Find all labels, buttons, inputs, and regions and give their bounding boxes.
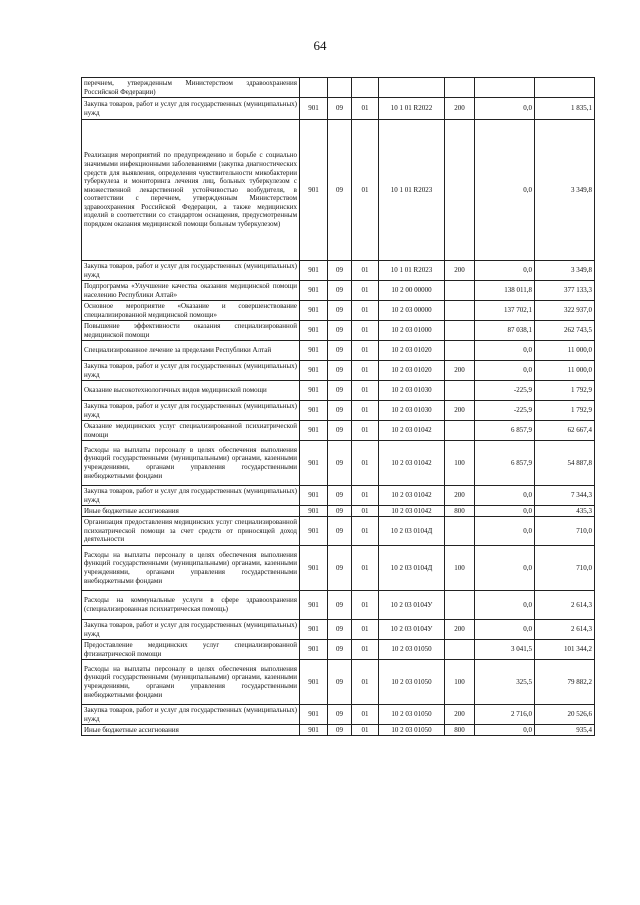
cell-section-code (328, 78, 352, 98)
cell-subsection-code: 01 (352, 98, 379, 120)
cell-target-article: 10 2 03 01042 (379, 506, 445, 517)
cell-subsection-code: 01 (352, 546, 379, 591)
table-row (82, 705, 595, 725)
cell-ministry-code: 901 (300, 261, 328, 281)
cell-expense-type: 800 (445, 725, 475, 736)
table-row (82, 517, 595, 546)
cell-amount-total: 935,4 (535, 725, 595, 736)
cell-amount-change: -225,9 (475, 381, 535, 401)
cell-subsection-code: 01 (352, 517, 379, 546)
cell-amount-change: 6 857,9 (475, 421, 535, 441)
cell-section-code: 09 (328, 98, 352, 120)
cell-amount-total: 710,0 (535, 517, 595, 546)
table-row (82, 620, 595, 640)
row-description: Расходы на выплаты персоналу в целях обеспечения выполнения функций государственными (муниципальными) органами, казенными учреждениями, органами управления государственными внебюджетными фондами (82, 546, 300, 591)
cell-target-article: 10 2 03 01050 (379, 660, 445, 705)
row-description: Предоставление медицинских услуг специализированной фтизиатрической помощи (82, 640, 300, 660)
cell-subsection-code: 01 (352, 705, 379, 725)
cell-subsection-code: 01 (352, 441, 379, 486)
table-row (82, 725, 595, 736)
cell-subsection-code: 01 (352, 401, 379, 421)
cell-amount-change: -225,9 (475, 401, 535, 421)
cell-section-code: 09 (328, 421, 352, 441)
cell-amount-change: 137 702,1 (475, 301, 535, 321)
table-row (82, 640, 595, 660)
cell-ministry-code: 901 (300, 281, 328, 301)
row-description: Специализированное лечение за пределами Республики Алтай (82, 341, 300, 361)
table-row (82, 660, 595, 705)
cell-expense-type: 200 (445, 98, 475, 120)
cell-expense-type: 100 (445, 441, 475, 486)
cell-expense-type: 200 (445, 261, 475, 281)
table-row (82, 120, 595, 261)
cell-amount-change: 2 716,0 (475, 705, 535, 725)
cell-target-article (379, 78, 445, 98)
cell-target-article: 10 1 01 R2023 (379, 261, 445, 281)
cell-target-article: 10 1 01 R2023 (379, 120, 445, 261)
cell-section-code: 09 (328, 361, 352, 381)
row-description: Оказание высокотехнологичных видов медицинской помощи (82, 381, 300, 401)
cell-expense-type: 200 (445, 361, 475, 381)
cell-amount-change: 0,0 (475, 591, 535, 620)
cell-subsection-code: 01 (352, 725, 379, 736)
cell-amount-total: 2 614,3 (535, 620, 595, 640)
cell-target-article: 10 2 03 01050 (379, 705, 445, 725)
cell-section-code: 09 (328, 401, 352, 421)
cell-expense-type (445, 281, 475, 301)
cell-expense-type (445, 381, 475, 401)
cell-amount-change: 325,5 (475, 660, 535, 705)
row-description: Оказание медицинских услуг специализированной психиатрической помощи (82, 421, 300, 441)
cell-section-code: 09 (328, 261, 352, 281)
cell-ministry-code: 901 (300, 98, 328, 120)
cell-ministry-code: 901 (300, 660, 328, 705)
table-row (82, 486, 595, 506)
cell-subsection-code: 01 (352, 261, 379, 281)
table-row (82, 591, 595, 620)
table-row (82, 301, 595, 321)
cell-amount-total: 11 000,0 (535, 341, 595, 361)
cell-amount-change: 0,0 (475, 261, 535, 281)
cell-amount-change: 0,0 (475, 517, 535, 546)
cell-section-code: 09 (328, 640, 352, 660)
cell-ministry-code: 901 (300, 506, 328, 517)
cell-section-code: 09 (328, 660, 352, 705)
cell-amount-change: 0,0 (475, 486, 535, 506)
cell-amount-total: 54 887,8 (535, 441, 595, 486)
cell-expense-type: 200 (445, 620, 475, 640)
cell-section-code: 09 (328, 591, 352, 620)
cell-section-code: 09 (328, 486, 352, 506)
cell-section-code: 09 (328, 705, 352, 725)
cell-amount-change: 3 041,5 (475, 640, 535, 660)
cell-target-article: 10 2 03 0104У (379, 591, 445, 620)
cell-target-article: 10 2 03 0104У (379, 620, 445, 640)
table-row (82, 401, 595, 421)
table-row (82, 98, 595, 120)
cell-amount-change: 0,0 (475, 341, 535, 361)
cell-ministry-code: 901 (300, 441, 328, 486)
cell-expense-type (445, 120, 475, 261)
cell-expense-type (445, 301, 475, 321)
row-description: Расходы на выплаты персоналу в целях обеспечения выполнения функций государственными (муниципальными) органами, казенными учреждениями, органами управления государственными внебюджетными фондами (82, 660, 300, 705)
table-row (82, 441, 595, 486)
cell-target-article: 10 2 03 00000 (379, 301, 445, 321)
cell-subsection-code: 01 (352, 120, 379, 261)
cell-amount-total: 377 133,3 (535, 281, 595, 301)
cell-expense-type (445, 517, 475, 546)
cell-target-article: 10 1 01 R2022 (379, 98, 445, 120)
cell-expense-type: 100 (445, 660, 475, 705)
cell-ministry-code: 901 (300, 301, 328, 321)
table-row (82, 421, 595, 441)
cell-expense-type: 100 (445, 546, 475, 591)
cell-target-article: 10 2 03 01000 (379, 321, 445, 341)
page-number: 64 (313, 38, 327, 53)
table-row (82, 381, 595, 401)
cell-ministry-code: 901 (300, 341, 328, 361)
cell-target-article: 10 2 03 01030 (379, 401, 445, 421)
cell-section-code: 09 (328, 620, 352, 640)
cell-amount-change: 0,0 (475, 620, 535, 640)
cell-expense-type (445, 421, 475, 441)
cell-amount-change: 0,0 (475, 546, 535, 591)
cell-amount-total: 710,0 (535, 546, 595, 591)
row-description: Закупка товаров, работ и услуг для государственных (муниципальных) нужд (82, 401, 300, 421)
cell-amount-total: 2 614,3 (535, 591, 595, 620)
row-description: Иные бюджетные ассигнования (82, 725, 300, 736)
cell-target-article: 10 2 00 00000 (379, 281, 445, 301)
cell-subsection-code: 01 (352, 301, 379, 321)
table-row (82, 361, 595, 381)
cell-ministry-code: 901 (300, 381, 328, 401)
cell-amount-total: 435,3 (535, 506, 595, 517)
row-description: Закупка товаров, работ и услуг для государственных (муниципальных) нужд (82, 261, 300, 281)
cell-section-code: 09 (328, 546, 352, 591)
budget-table (81, 77, 595, 736)
cell-amount-total: 1 792,9 (535, 381, 595, 401)
row-description: Иные бюджетные ассигнования (82, 506, 300, 517)
table-row (82, 281, 595, 301)
cell-expense-type (445, 78, 475, 98)
cell-subsection-code: 01 (352, 361, 379, 381)
cell-expense-type (445, 321, 475, 341)
table-row (82, 341, 595, 361)
cell-subsection-code: 01 (352, 381, 379, 401)
cell-amount-change: 0,0 (475, 725, 535, 736)
row-description: Реализация мероприятий по предупреждению и борьбе с социально значимыми инфекционными заболеваниями (закупка диагностических средств для выявления, определения чувствительности микобактерии туберкулеза и мониторинга лечения лиц, больных туберкулезом с множественной лекарственной устойчивостью возбудителя, в соответствии с перечнем, утвержденным Министерством здравоохранения Российской Федерации, а также медицинских изделий в соответствии со стандартом оснащения, предусмотренным порядком оказания медицинской помощи больным туберкулезом) (82, 120, 300, 261)
row-description: Расходы на коммунальные услуги в сфере здравоохранения (специализированная психиатрическая помощь) (82, 591, 300, 620)
cell-subsection-code: 01 (352, 620, 379, 640)
table-row (82, 506, 595, 517)
cell-amount-change: 6 857,9 (475, 441, 535, 486)
cell-section-code: 09 (328, 281, 352, 301)
cell-ministry-code: 901 (300, 640, 328, 660)
cell-expense-type: 800 (445, 506, 475, 517)
row-description: Закупка товаров, работ и услуг для государственных (муниципальных) нужд (82, 98, 300, 120)
cell-section-code: 09 (328, 506, 352, 517)
cell-target-article: 10 2 03 01042 (379, 486, 445, 506)
cell-ministry-code: 901 (300, 401, 328, 421)
cell-ministry-code: 901 (300, 725, 328, 736)
cell-subsection-code: 01 (352, 341, 379, 361)
cell-amount-change (475, 78, 535, 98)
cell-subsection-code: 01 (352, 421, 379, 441)
cell-subsection-code: 01 (352, 660, 379, 705)
cell-ministry-code: 901 (300, 321, 328, 341)
row-description: Закупка товаров, работ и услуг для государственных (муниципальных) нужд (82, 705, 300, 725)
cell-amount-change: 0,0 (475, 506, 535, 517)
cell-amount-total: 3 349,8 (535, 261, 595, 281)
table-row (82, 546, 595, 591)
cell-section-code: 09 (328, 725, 352, 736)
row-description: Повышение эффективности оказания специализированной медицинской помощи (82, 321, 300, 341)
cell-subsection-code: 01 (352, 281, 379, 301)
cell-amount-total: 101 344,2 (535, 640, 595, 660)
cell-ministry-code: 901 (300, 120, 328, 261)
row-description: Основное мероприятие «Оказание и совершенствование специализированной медицинской помощи» (82, 301, 300, 321)
cell-target-article: 10 2 03 01020 (379, 361, 445, 381)
row-description: Закупка товаров, работ и услуг для государственных (муниципальных) нужд (82, 620, 300, 640)
cell-amount-total: 322 937,0 (535, 301, 595, 321)
cell-subsection-code (352, 78, 379, 98)
cell-subsection-code: 01 (352, 506, 379, 517)
cell-amount-total: 62 667,4 (535, 421, 595, 441)
cell-target-article: 10 2 03 01050 (379, 640, 445, 660)
cell-expense-type: 200 (445, 705, 475, 725)
cell-amount-total: 3 349,8 (535, 120, 595, 261)
cell-amount-total: 79 882,2 (535, 660, 595, 705)
cell-ministry-code: 901 (300, 591, 328, 620)
cell-target-article: 10 2 03 01042 (379, 421, 445, 441)
table-row (82, 321, 595, 341)
cell-ministry-code (300, 78, 328, 98)
cell-amount-total: 262 743,5 (535, 321, 595, 341)
table-row (82, 78, 595, 98)
cell-section-code: 09 (328, 441, 352, 486)
cell-amount-total: 11 000,0 (535, 361, 595, 381)
row-description: Закупка товаров, работ и услуг для государственных (муниципальных) нужд (82, 361, 300, 381)
cell-subsection-code: 01 (352, 321, 379, 341)
cell-section-code: 09 (328, 341, 352, 361)
cell-amount-total (535, 78, 595, 98)
cell-section-code: 09 (328, 120, 352, 261)
cell-section-code: 09 (328, 321, 352, 341)
cell-ministry-code: 901 (300, 546, 328, 591)
cell-amount-change: 138 011,8 (475, 281, 535, 301)
table-row (82, 261, 595, 281)
cell-subsection-code: 01 (352, 640, 379, 660)
cell-target-article: 10 2 03 01042 (379, 441, 445, 486)
cell-target-article: 10 2 03 01030 (379, 381, 445, 401)
cell-section-code: 09 (328, 301, 352, 321)
cell-amount-total: 1 792,9 (535, 401, 595, 421)
cell-ministry-code: 901 (300, 705, 328, 725)
cell-target-article: 10 2 03 01020 (379, 341, 445, 361)
cell-amount-change: 0,0 (475, 361, 535, 381)
row-description: перечнем, утвержденным Министерством здравоохранения Российской Федерации) (82, 78, 300, 98)
cell-subsection-code: 01 (352, 486, 379, 506)
cell-expense-type (445, 341, 475, 361)
cell-expense-type (445, 640, 475, 660)
row-description: Подпрограмма «Улучшение качества оказания медицинской помощи населению Республики Алтай» (82, 281, 300, 301)
cell-amount-change: 0,0 (475, 120, 535, 261)
cell-ministry-code: 901 (300, 486, 328, 506)
cell-expense-type (445, 591, 475, 620)
cell-target-article: 10 2 03 0104Д (379, 546, 445, 591)
row-description: Организация предоставления медицинских услуг специализированной психиатрической помощи за счет средств от приносящей доход деятельности (82, 517, 300, 546)
cell-amount-total: 7 344,3 (535, 486, 595, 506)
cell-target-article: 10 2 03 01050 (379, 725, 445, 736)
table-body (82, 78, 595, 736)
cell-ministry-code: 901 (300, 517, 328, 546)
cell-amount-change: 87 038,1 (475, 321, 535, 341)
cell-ministry-code: 901 (300, 361, 328, 381)
cell-target-article: 10 2 03 0104Д (379, 517, 445, 546)
row-description: Закупка товаров, работ и услуг для государственных (муниципальных) нужд (82, 486, 300, 506)
cell-section-code: 09 (328, 381, 352, 401)
cell-subsection-code: 01 (352, 591, 379, 620)
cell-amount-total: 20 526,6 (535, 705, 595, 725)
cell-expense-type: 200 (445, 401, 475, 421)
cell-ministry-code: 901 (300, 421, 328, 441)
cell-amount-total: 1 835,1 (535, 98, 595, 120)
cell-ministry-code: 901 (300, 620, 328, 640)
row-description: Расходы на выплаты персоналу в целях обеспечения выполнения функций государственными (муниципальными) органами, казенными учреждениями, органами управления государственными внебюджетными фондами (82, 441, 300, 486)
cell-section-code: 09 (328, 517, 352, 546)
cell-amount-change: 0,0 (475, 98, 535, 120)
cell-expense-type: 200 (445, 486, 475, 506)
